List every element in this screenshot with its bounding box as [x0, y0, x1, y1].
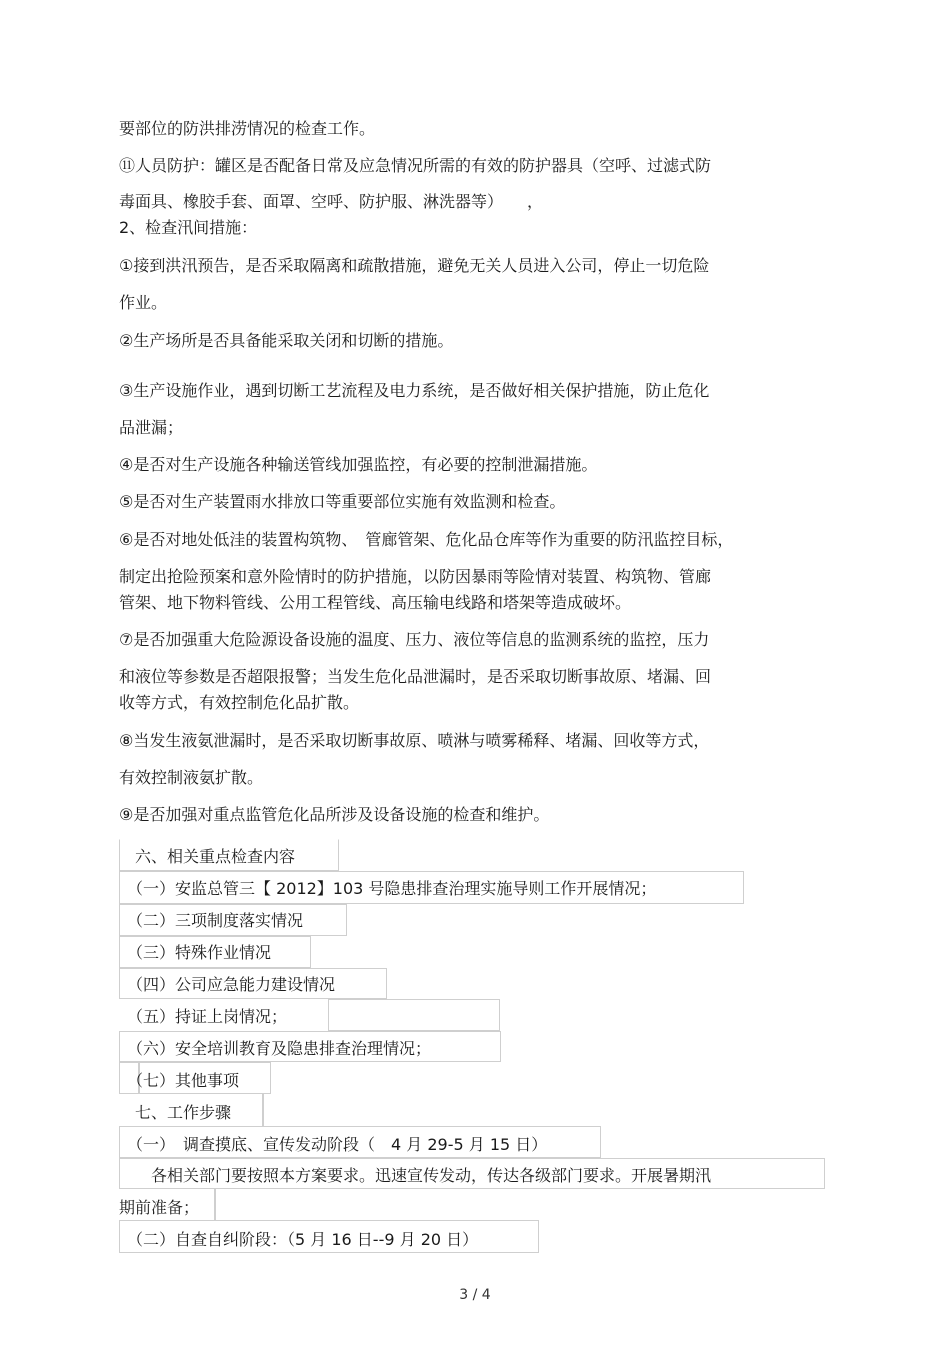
body-text-line: 要部位的防洪排涝情况的检查工作。 [119, 119, 376, 138]
body-text-line: 作业。 [119, 293, 168, 312]
table-cell [214, 1189, 216, 1220]
body-text-line: ⑨是否加强对重点监管危化品所涉及设备设施的检查和维护。 [119, 805, 550, 824]
list-item: （二）三项制度落实情况 [119, 911, 304, 930]
list-item: （七）其他事项 [119, 1071, 240, 1090]
list-item: （一）安监总管三【 2012】103 号隐患排查治理实施导则工作开展情况； [119, 879, 657, 898]
table-cell [262, 1094, 264, 1126]
body-text-line: 品泄漏； [119, 418, 184, 437]
body-text-line: ⑤是否对生产装置雨水排放口等重要部位实施有效监测和检查。 [119, 492, 566, 511]
list-item: （二）自查自纠阶段：（5 月 16 日--9 月 20 日） [119, 1230, 479, 1249]
table-cell [328, 999, 500, 1031]
body-text-line: ⑥是否对地处低洼的装置构筑物、 管廊管架、危化品仓库等作为重要的防汛监控目标， [119, 530, 734, 549]
body-text-line: ⑧当发生液氨泄漏时，是否采取切断事故原、喷淋与喷雾稀释、堵漏、回收等方式， [119, 731, 710, 750]
section-heading: 六、相关重点检查内容 [119, 847, 296, 866]
body-text-line: ⑪人员防护：罐区是否配备日常及应急情况所需的有效的防护器具（空呼、过滤式防 [119, 156, 712, 175]
page-number: 3 / 4 [459, 1287, 491, 1303]
list-item: （四）公司应急能力建设情况 [119, 975, 336, 994]
body-text-line: 有效控制液氨扩散。 [119, 768, 264, 787]
list-item: （三）特殊作业情况 [119, 943, 272, 962]
section-heading: 七、工作步骤 [119, 1103, 232, 1122]
list-item: （一） 调查摸底、宣传发动阶段（ 4 月 29-5 月 15 日） [119, 1135, 548, 1154]
body-text-line: 2、检查汛间措施： [119, 218, 258, 237]
body-text-line: ⑦是否加强重大危险源设备设施的温度、压力、液位等信息的监测系统的监控，压力 [119, 630, 710, 649]
body-text-line: ②生产场所是否具备能采取关闭和切断的措施。 [119, 331, 454, 350]
body-text-line: 和液位等参数是否超限报警；当发生危化品泄漏时，是否采取切断事故原、堵漏、回 [119, 667, 712, 686]
body-text-line: ③生产设施作业，遇到切断工艺流程及电力系统，是否做好相关保护措施，防止危化 [119, 381, 710, 400]
body-text-line: ①接到洪汛预告，是否采取隔离和疏散措施，避免无关人员进入公司，停止一切危险 [119, 256, 710, 275]
body-text-line: 毒面具、橡胶手套、面罩、空呼、防护服、淋洗器等） ， [119, 192, 544, 211]
body-text-line: 管架、地下物料管线、公用工程管线、高压输电线路和塔架等造成破坏。 [119, 593, 632, 612]
body-text-line: ④是否对生产设施各种输送管线加强监控，有必要的控制泄漏措施。 [119, 455, 598, 474]
body-text-line: 收等方式，有效控制危化品扩散。 [119, 693, 360, 712]
list-item: （五）持证上岗情况； [119, 1007, 288, 1026]
list-item: （六）安全培训教育及隐患排查治理情况； [119, 1039, 432, 1058]
body-text-line: 制定出抢险预案和意外险情时的防护措施，以防因暴雨等险情对装置、构筑物、管廊 [119, 567, 712, 586]
body-text-line: 各相关部门要按照本方案要求。迅速宣传发动，传达各级部门要求。开展暑期汛 [119, 1166, 712, 1185]
body-text-line: 期前准备； [119, 1198, 200, 1217]
